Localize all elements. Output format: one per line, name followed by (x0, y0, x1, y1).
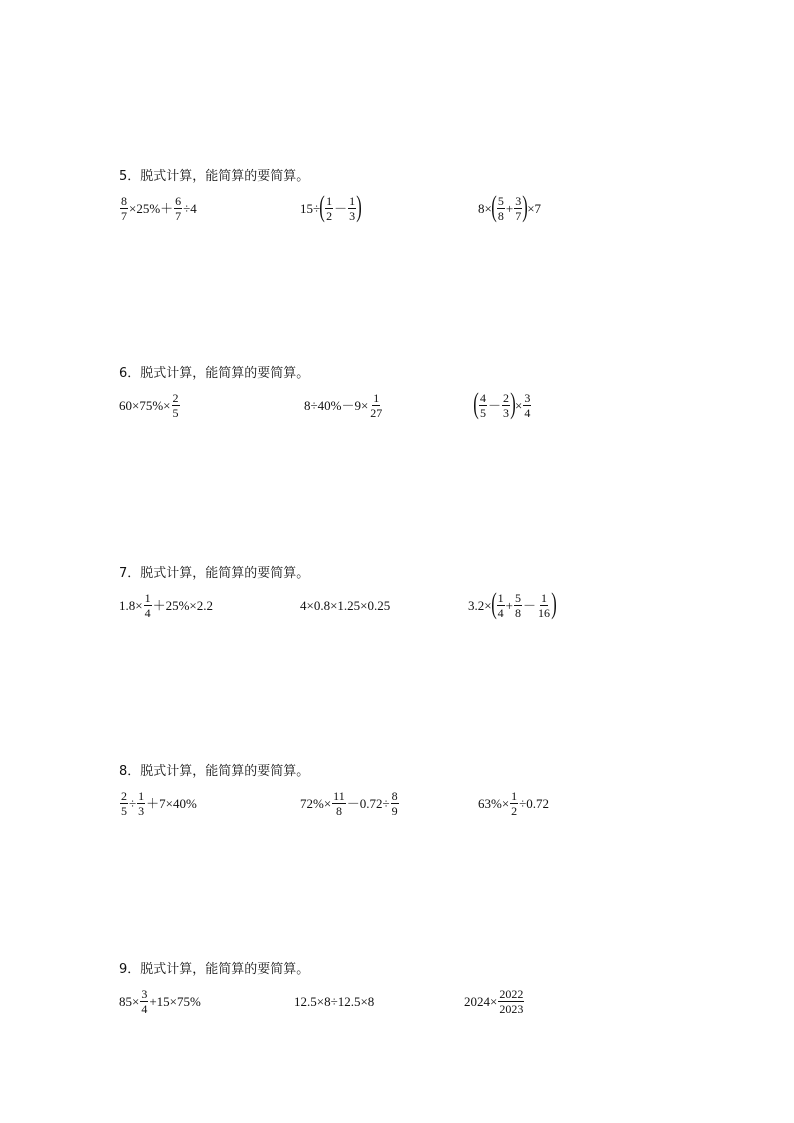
operator-text: ×25%＋ (129, 200, 174, 216)
numerator: 1 (511, 788, 518, 803)
denominator: 4 (144, 605, 151, 620)
fraction (348, 194, 356, 223)
expression-5-2 (300, 187, 361, 229)
denominator: 4 (524, 405, 531, 420)
denominator: 5 (480, 405, 486, 420)
denominator: 2 (326, 208, 333, 223)
numerator: 5 (497, 193, 504, 208)
expression-5-3 (478, 187, 541, 229)
operator-text: 4×0.8×1.25×0.25 (300, 597, 391, 613)
left-paren: ( (491, 190, 497, 223)
operator-text: 85× (119, 993, 140, 1009)
fraction (120, 789, 128, 818)
fraction (391, 789, 399, 818)
operator-text: 3.2× (468, 597, 492, 613)
numerator: 5 (514, 590, 521, 605)
numerator: 3 (141, 986, 148, 1001)
operator-text: ÷4 (183, 200, 197, 216)
problem-heading: 6．脱式计算，能简算的要简算。 (119, 366, 310, 381)
numerator: 1 (144, 590, 151, 605)
operator-text: 12.5×8÷12.5×8 (294, 993, 375, 1009)
numerator: 2 (503, 390, 510, 405)
fraction (497, 194, 505, 223)
operator-text: 63%× (478, 795, 510, 811)
expression-8-1 (119, 782, 197, 824)
left-paren: ( (490, 587, 497, 620)
expression-8-3 (478, 782, 549, 824)
left-paren: ( (473, 387, 479, 420)
operator-text: 8÷40%－9× (304, 397, 369, 413)
fraction (510, 789, 518, 818)
numerator: 8 (391, 788, 398, 803)
right-paren: ) (510, 387, 516, 420)
expression-8-2 (300, 782, 400, 824)
problem-heading: 9．脱式计算，能简算的要简算。 (119, 962, 310, 977)
right-paren: ) (551, 587, 557, 620)
right-paren: ) (356, 190, 362, 223)
expression-6-1 (119, 384, 181, 426)
numerator: 1 (497, 590, 504, 605)
operator-text: 1.8× (119, 597, 143, 613)
denominator: 3 (503, 405, 510, 420)
operator-text: ÷ (129, 795, 137, 811)
operator-text: ×7 (527, 200, 542, 216)
fraction (140, 987, 148, 1016)
operator-text: + (505, 597, 513, 613)
left-paren: ( (319, 190, 325, 223)
expression-9-3 (464, 980, 525, 1022)
operator-text: 8× (478, 200, 492, 216)
denominator: 7 (175, 208, 182, 223)
fraction (332, 789, 346, 818)
numerator: 1 (540, 590, 547, 605)
numerator: 2 (121, 788, 127, 803)
numerator: 1 (349, 193, 356, 208)
operator-text: －0.72÷ (346, 795, 390, 811)
expression-9-2 (294, 980, 374, 1022)
denominator: 8 (335, 803, 342, 818)
numerator: 3 (515, 193, 522, 208)
denominator: 16 (537, 605, 550, 620)
operator-text: ＋25%×2.2 (152, 597, 214, 613)
problem-heading: 8．脱式计算，能简算的要简算。 (119, 764, 310, 779)
operator-text: 2024× (464, 993, 498, 1009)
fraction (137, 789, 145, 818)
expression-6-3 (474, 384, 532, 426)
fraction (502, 391, 510, 420)
denominator: 9 (391, 803, 398, 818)
operator-text: － (488, 397, 502, 413)
fraction (369, 391, 383, 420)
numerator: 8 (121, 193, 127, 208)
fraction (120, 194, 128, 223)
fraction (325, 194, 333, 223)
fraction (497, 591, 505, 620)
denominator: 27 (370, 405, 383, 420)
denominator: 5 (121, 803, 127, 818)
fraction (537, 591, 551, 620)
denominator: 8 (514, 605, 521, 620)
fraction (523, 391, 531, 420)
expression-7-2 (300, 584, 390, 626)
numerator: 1 (138, 788, 145, 803)
numerator: 1 (373, 390, 380, 405)
denominator: 2 (511, 803, 518, 818)
fraction (514, 591, 522, 620)
operator-text: ＋7×40% (146, 795, 197, 811)
operator-text: ÷0.72 (519, 795, 550, 811)
denominator: 7 (515, 208, 522, 223)
fraction (514, 194, 522, 223)
numerator: 11 (333, 788, 345, 803)
numerator: 6 (175, 193, 182, 208)
operator-text: － (522, 597, 536, 613)
denominator: 7 (121, 208, 127, 223)
operator-text: × (515, 397, 523, 413)
denominator: 3 (349, 208, 356, 223)
denominator: 2023 (499, 1001, 524, 1016)
problem-heading: 7．脱式计算，能简算的要简算。 (119, 566, 310, 581)
denominator: 5 (172, 405, 179, 420)
numerator: 2022 (499, 986, 524, 1001)
expression-6-2 (304, 384, 384, 426)
operator-text: 72%× (300, 795, 332, 811)
expression-9-1 (119, 980, 201, 1022)
problem-heading: 5．脱式计算，能简算的要简算。 (119, 169, 310, 184)
operator-text: 60×75%× (119, 397, 171, 413)
fraction (479, 391, 487, 420)
expression-7-1 (119, 584, 213, 626)
expression-7-3 (468, 584, 556, 626)
fraction (174, 194, 182, 223)
expression-5-1 (119, 187, 197, 229)
operator-text: － (334, 200, 348, 216)
numerator: 3 (524, 390, 531, 405)
numerator: 4 (480, 390, 486, 405)
fraction (144, 591, 152, 620)
numerator: 1 (326, 193, 333, 208)
denominator: 3 (138, 803, 145, 818)
operator-text: + (505, 200, 514, 216)
numerator: 2 (172, 390, 179, 405)
fraction (172, 391, 180, 420)
denominator: 4 (141, 1001, 148, 1016)
denominator: 4 (497, 605, 504, 620)
operator-text: 15÷ (300, 200, 321, 216)
denominator: 8 (497, 208, 504, 223)
right-paren: ) (522, 190, 528, 223)
fraction (498, 987, 524, 1016)
operator-text: +15×75% (149, 993, 201, 1009)
